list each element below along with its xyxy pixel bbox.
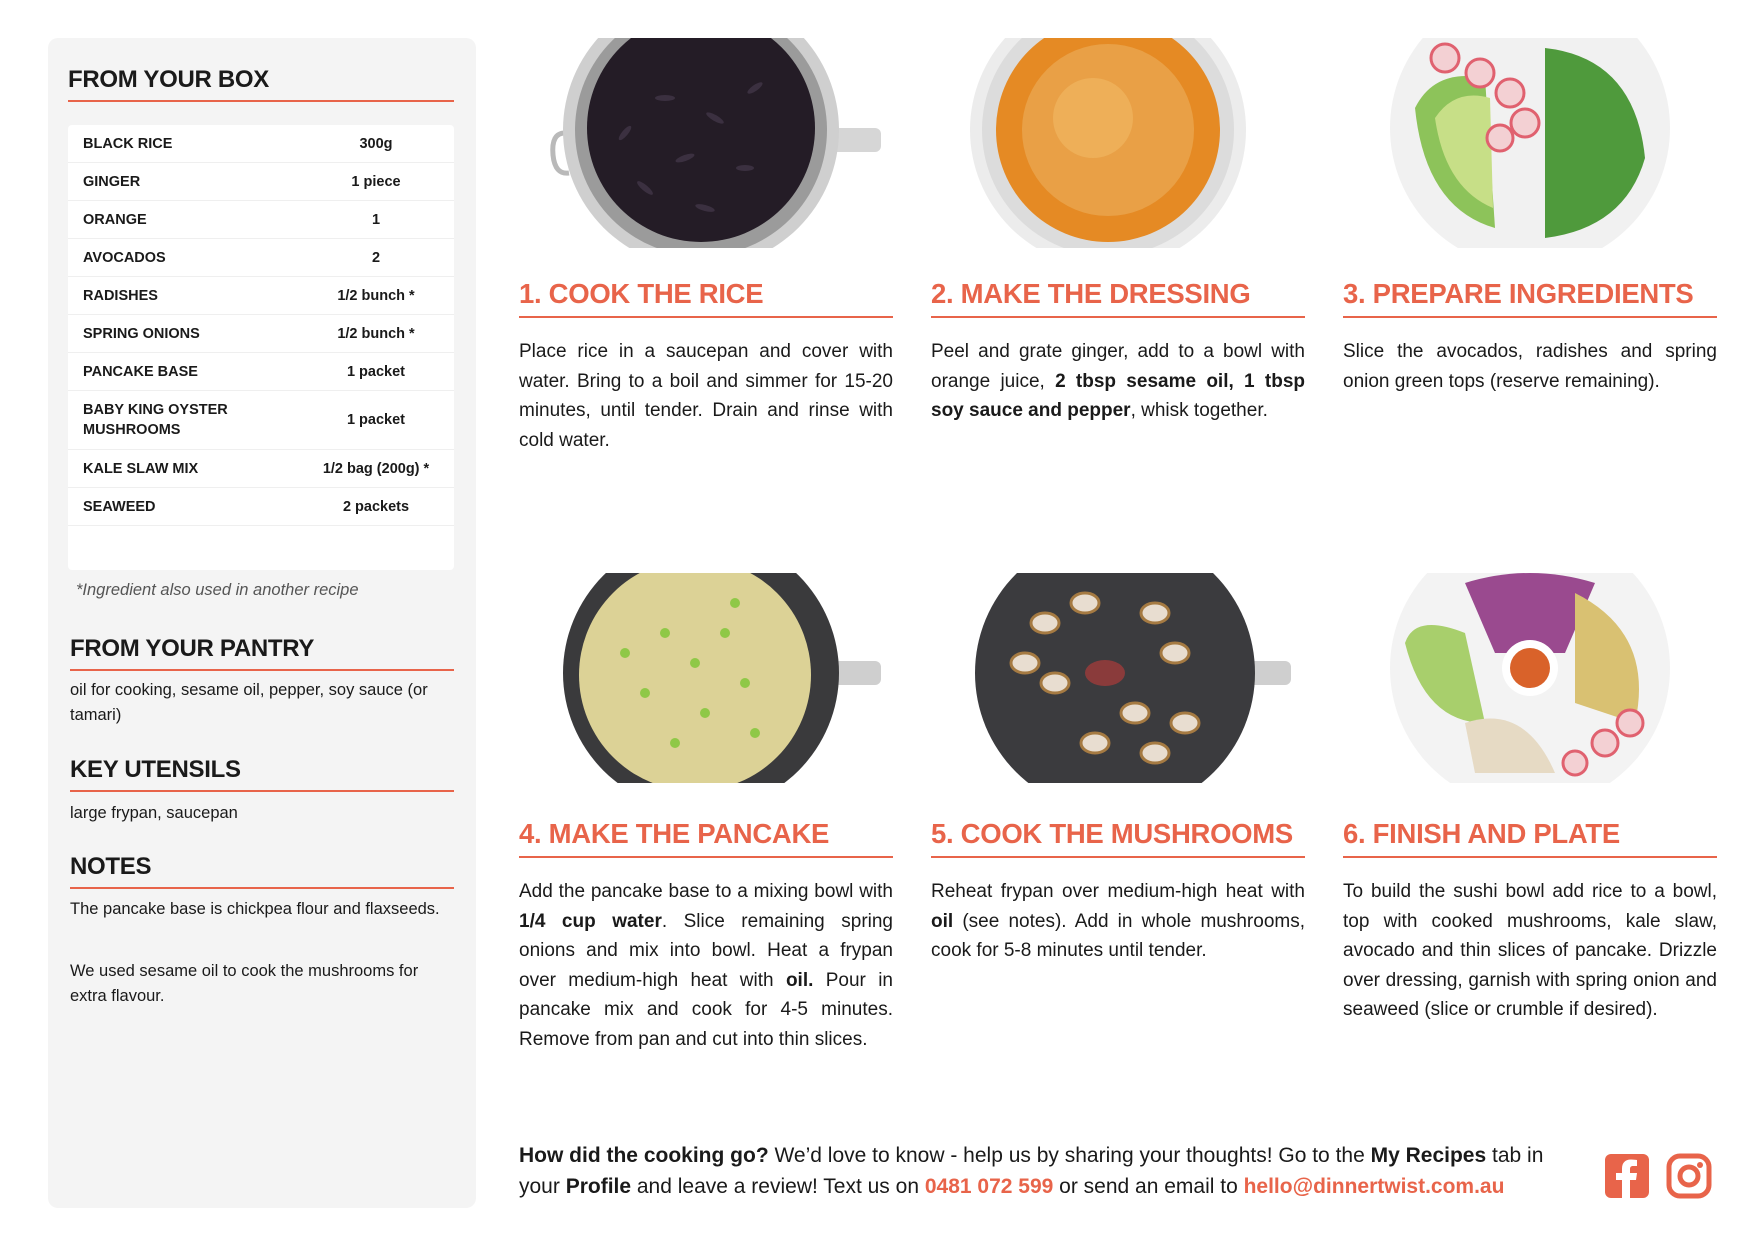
table-row	[68, 450, 454, 488]
step-1-title: 1. COOK THE RICE	[519, 278, 893, 318]
ingredients-table	[68, 125, 454, 570]
ingredient-qty: 1 packet	[346, 412, 406, 428]
footer-text: and leave a review! Text us on	[631, 1175, 925, 1198]
ingredients-panel	[48, 38, 476, 1208]
step-text-part: . Slice remaining spring onions and mix into bowl. Heat a frypan over medium-high heat with	[519, 910, 893, 991]
ingredient-name: SEAWEED	[83, 498, 156, 515]
step-5-title: 5. COOK THE MUSHROOMS	[931, 818, 1305, 858]
step-text-part: Reheat frypan over medium-high heat with	[931, 881, 1305, 902]
ingredient-qty: 300g	[359, 135, 393, 152]
step-text-bold: 2 tbsp sesame oil, 1 tbsp soy sauce and pepper	[931, 370, 1305, 421]
profile-link[interactable]: Profile	[565, 1175, 632, 1198]
ingredient-name: RADISHES	[83, 287, 158, 304]
rice-in-sieve-icon	[545, 38, 881, 248]
step-text-part: Pour in pancake mix and cook for 4-5 minutes. Remove from pan and cut into thin slices.	[519, 969, 894, 1050]
ingredient-name: KALE SLAW MIX	[83, 460, 199, 477]
step-1-text	[519, 337, 893, 455]
step-4-text	[519, 877, 893, 1054]
ingredient-name: SPRING ONIONS	[83, 325, 200, 342]
step-text-part: Add the pancake base to a mixing bowl with	[519, 881, 893, 902]
vegetables-plate-icon	[1375, 38, 1685, 248]
table-row	[68, 353, 454, 391]
ingredient-qty: 1/2 bunch *	[337, 325, 415, 342]
dressing-in-bowl-image	[963, 38, 1253, 248]
from-your-pantry-heading: FROM YOUR PANTRY	[70, 635, 454, 671]
step-2-text	[931, 337, 1305, 426]
sushi-bowl-image	[1375, 573, 1685, 783]
step-3-text	[1343, 337, 1717, 396]
footer-text: or send an email to	[1053, 1175, 1244, 1198]
table-row	[68, 391, 454, 450]
email-link[interactable]: hello@dinnertwist.com.au	[1243, 1175, 1505, 1198]
step-3-title: 3. PREPARE INGREDIENTS	[1343, 278, 1717, 318]
from-your-box-heading: FROM YOUR BOX	[68, 66, 454, 102]
table-row	[68, 277, 454, 315]
table-row	[68, 315, 454, 353]
my-recipes-link[interactable]: My Recipes	[1370, 1144, 1487, 1167]
step-text-part: To build the sushi bowl add rice to a bowl, top with cooked mushrooms, kale slaw, avocado and thin slices of pancake. Drizzle over dressing, garnish with spring onion and seaweed (slice or crumble if desired).	[1343, 881, 1717, 1020]
ingredient-name: ORANGE	[83, 211, 147, 228]
ingredient-qty: 1 packet	[346, 363, 406, 380]
sliced-vegetables-image	[1375, 38, 1685, 248]
step-5-text	[931, 877, 1305, 966]
note-text: We used sesame oil to cook the mushrooms for extra flavour.	[70, 962, 419, 1005]
shared-ingredient-footnote: *Ingredient also used in another recipe	[76, 581, 359, 599]
ingredient-qty: 1	[371, 211, 381, 228]
step-text-part: Slice the avocados, radishes and spring onion green tops (reserve remaining).	[1343, 341, 1717, 392]
table-row	[68, 239, 454, 277]
ingredient-name: PANCAKE BASE	[83, 363, 198, 380]
ingredient-qty: 1 piece	[351, 173, 401, 190]
step-text-part: , whisk together.	[1130, 400, 1268, 421]
ingredient-name: BABY KING OYSTER MUSHROOMS	[83, 402, 228, 438]
utensils-text: large frypan, saucepan	[70, 804, 238, 822]
pantry-text: oil for cooking, sesame oil, pepper, soy sauce (or tamari)	[70, 681, 428, 724]
ingredient-qty: 1/2 bunch *	[337, 287, 415, 304]
step-text-part: Place rice in a saucepan and cover with water. Bring to a boil and simmer for 15-20 minutes, until tender. Drain and rinse with cold water.	[519, 341, 893, 451]
footer-question: How did the cooking go?	[519, 1144, 769, 1167]
notes-heading: NOTES	[70, 853, 454, 889]
footer-text: We’d love to know - help us by sharing your thoughts! Go to the	[768, 1144, 1371, 1167]
key-utensils-heading: KEY UTENSILS	[70, 756, 454, 792]
pancake-in-frypan-image	[545, 573, 881, 783]
feedback-footer	[519, 1140, 1579, 1202]
step-text-bold: oil.	[785, 969, 814, 991]
ingredient-name: GINGER	[83, 173, 141, 190]
step-6-title: 6. FINISH AND PLATE	[1343, 818, 1717, 858]
ingredient-qty: 2	[371, 249, 381, 266]
ingredient-qty: 1/2 bag (200g) *	[322, 460, 430, 477]
ingredient-qty: 2 packets	[342, 498, 410, 515]
phone-link[interactable]: 0481 072 599	[924, 1175, 1054, 1198]
table-row	[68, 488, 454, 526]
step-text-bold: oil	[931, 910, 954, 932]
table-row	[68, 125, 454, 163]
table-row	[68, 201, 454, 239]
pancake-pan-icon	[545, 573, 881, 783]
step-text-part: (see notes). Add in whole mushrooms, cook for 5-8 minutes until tender.	[931, 910, 1305, 961]
mushrooms-in-frypan-image	[955, 573, 1291, 783]
step-2-title: 2. MAKE THE DRESSING	[931, 278, 1305, 318]
rice-in-sieve-image	[545, 38, 881, 248]
facebook-icon[interactable]	[1603, 1152, 1651, 1200]
mushrooms-pan-icon	[955, 573, 1291, 783]
step-text-part: Peel and grate ginger, add to a bowl with orange juice,	[931, 341, 1305, 392]
ingredient-name: BLACK RICE	[83, 135, 173, 152]
step-text-bold: 1/4 cup water	[519, 910, 662, 932]
ingredient-name: AVOCADOS	[83, 249, 166, 266]
step-6-text	[1343, 877, 1717, 1025]
table-row	[68, 163, 454, 201]
sushi-bowl-icon	[1375, 573, 1685, 783]
instagram-icon[interactable]	[1665, 1152, 1713, 1200]
note-text: The pancake base is chickpea flour and flaxseeds.	[70, 900, 440, 918]
dressing-bowl-icon	[963, 38, 1253, 248]
footer-text: tab in your	[519, 1144, 1544, 1198]
step-4-title: 4. MAKE THE PANCAKE	[519, 818, 893, 858]
